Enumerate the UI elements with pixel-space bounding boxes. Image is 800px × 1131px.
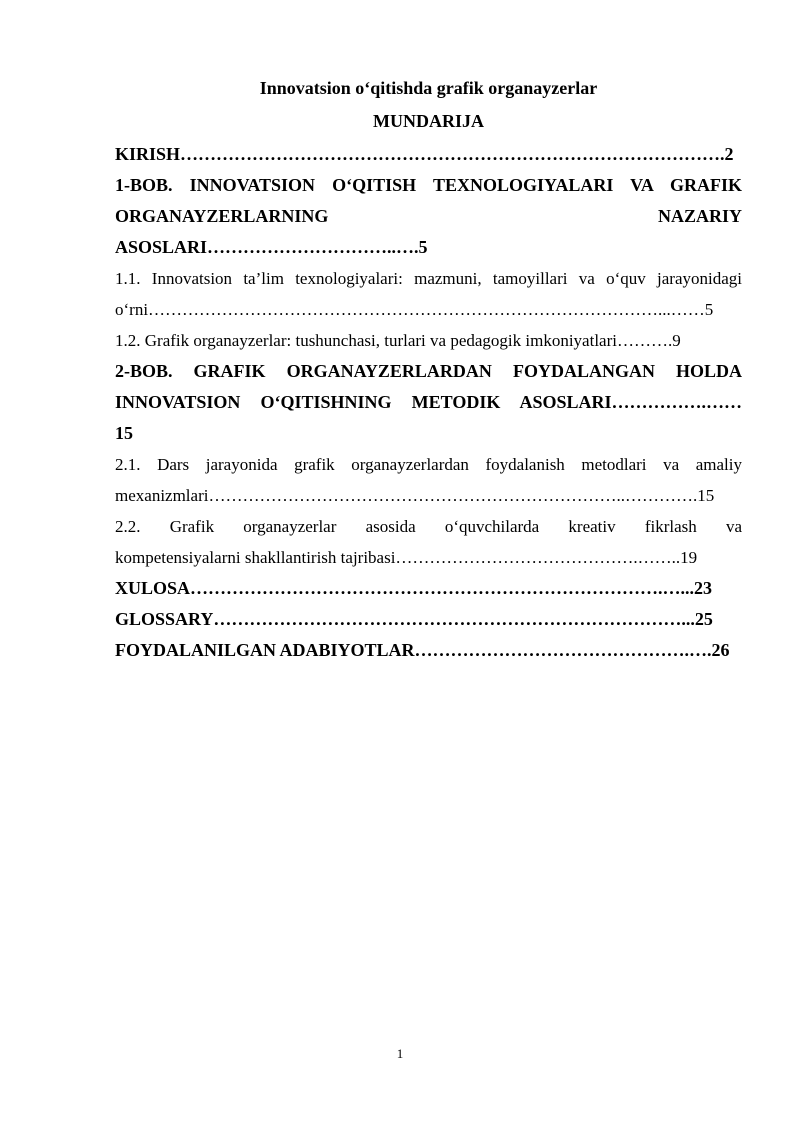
toc-entry-bob1-line3[interactable]: ASOSLARI…………………………..….5 <box>115 237 428 257</box>
toc-entry-bob2-line2[interactable]: INNOVATSION O‘QITISHNING METODIK ASOSLARI…………….…… <box>115 392 742 412</box>
page-number: 1 <box>396 1046 404 1061</box>
toc-entry-adabiyotlar[interactable]: FOYDALANILGAN ADABIYOTLAR……………………………………….….26 <box>115 640 730 660</box>
toc-entry-bob1-line2[interactable]: ORGANAYZERLARNING NAZARIY <box>115 206 742 226</box>
toc-entry-xulosa[interactable]: XULOSA…………………………………………………………………….…...23 <box>115 578 713 598</box>
document-page <box>115 76 742 666</box>
toc-entry-1-1-line2[interactable]: o‘rni………………………………………………………………………………...……5 <box>115 300 714 319</box>
toc-entry-2-1-line1[interactable]: 2.1. Dars jarayonida grafik organayzerlardan foydalanish metodlari va amaliy <box>115 455 742 474</box>
toc-entry-glossary[interactable]: GLOSSARY……………………………………………………………………...25 <box>115 609 713 629</box>
toc-entry-1-1-line1[interactable]: 1.1. Innovatsion ta’lim texnologiyalari: mazmuni, tamoyillari va o‘quv jarayonidagi <box>115 269 742 288</box>
toc-heading: MUNDARIJA <box>373 111 484 131</box>
toc-entry-2-2-line1[interactable]: 2.2. Grafik organayzerlar asosida o‘quvchilarda kreativ fikrlash va <box>115 517 742 536</box>
document-title: Innovatsion o‘qitishda grafik organayzerlar <box>259 78 598 98</box>
toc-entry-2-1-line2[interactable]: mexanizmlari………………………………………………………………..………….15 <box>115 486 715 505</box>
toc-entry-bob2-line1[interactable]: 2-BOB. GRAFIK ORGANAYZERLARDAN FOYDALANGAN HOLDA <box>115 361 742 381</box>
toc-entry-bob1-line1[interactable]: 1-BOB. INNOVATSION O‘QITISH TEXNOLOGIYALARI VA GRAFIK <box>115 175 742 195</box>
toc-entry-1-2[interactable]: 1.2. Grafik organayzerlar: tushunchasi, turlari va pedagogik imkoniyatlari……….9 <box>115 331 681 350</box>
toc-entry-bob2-line3[interactable]: 15 <box>115 423 133 443</box>
toc-entry-kirish[interactable]: KIRISH……………………………………………………………………………….2 <box>115 144 734 164</box>
toc-entry-2-2-line2[interactable]: kompetensiyalarni shakllantirish tajribasi…………………………………….……..19 <box>115 548 698 567</box>
